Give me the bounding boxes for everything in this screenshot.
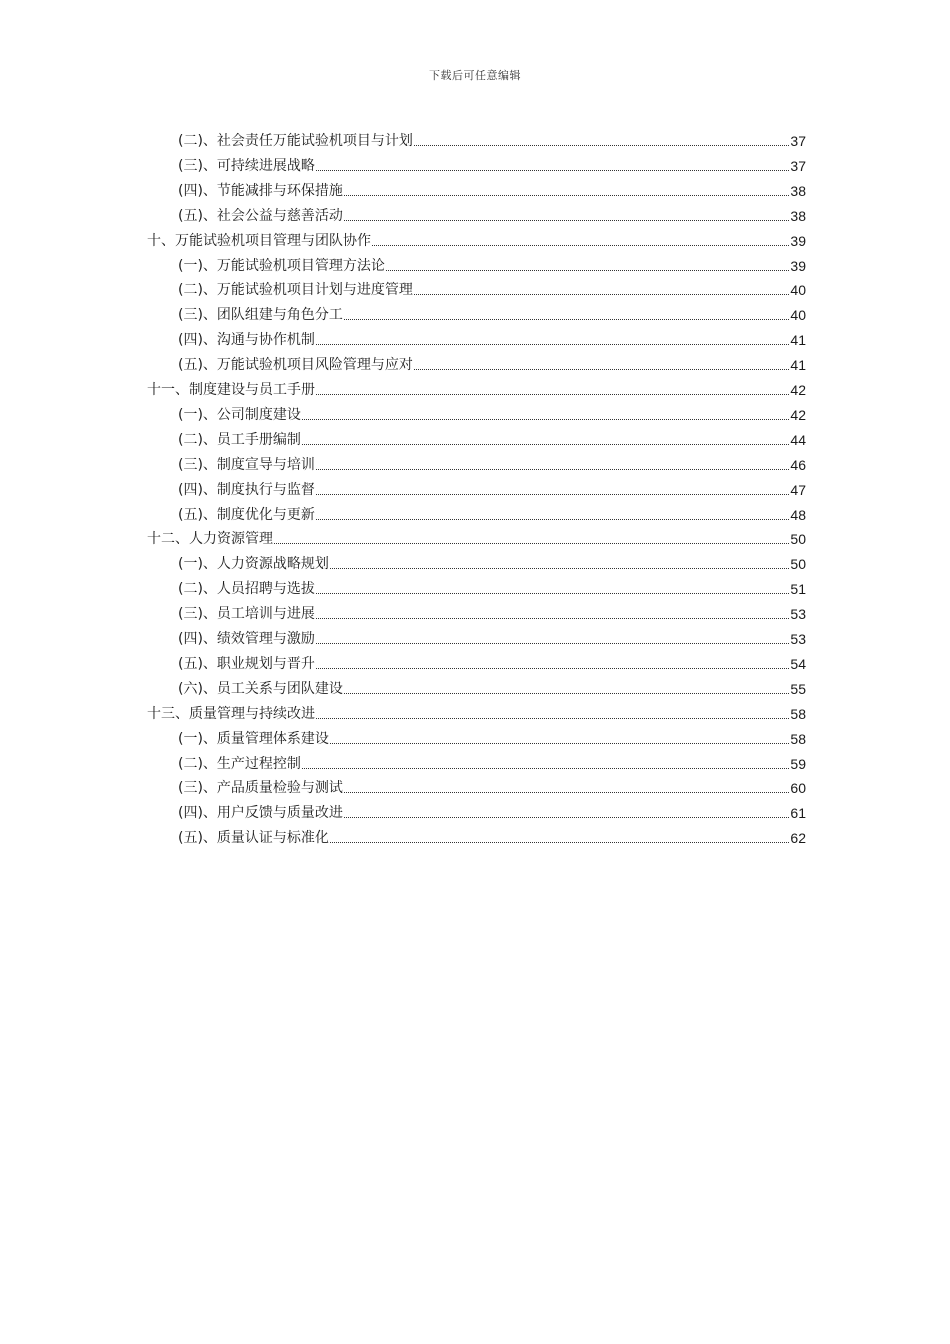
toc-entry-title: (三)、员工培训与进展 <box>178 606 315 623</box>
toc-section-entry[interactable] <box>178 723 806 748</box>
toc-section-entry[interactable] <box>178 125 806 150</box>
toc-dot-leader <box>344 319 789 320</box>
toc-entry-title: (一)、万能试验机项目管理方法论 <box>178 257 385 274</box>
toc-page-number: 47 <box>790 481 806 498</box>
toc-page-number: 42 <box>790 406 806 423</box>
toc-section-entry[interactable] <box>178 349 806 374</box>
page-header: 下载后可任意编辑 <box>429 69 521 82</box>
toc-section-entry[interactable] <box>178 499 806 524</box>
toc-page-number: 48 <box>790 506 806 523</box>
toc-page-number: 59 <box>790 755 806 772</box>
toc-section-entry[interactable] <box>178 822 806 847</box>
toc-page-number: 40 <box>790 282 806 299</box>
toc-section-entry[interactable] <box>178 573 806 598</box>
toc-entry-title: 十一、制度建设与员工手册 <box>147 382 315 398</box>
toc-dot-leader <box>316 618 789 619</box>
toc-dot-leader <box>344 220 789 221</box>
toc-page-number: 38 <box>790 207 806 224</box>
toc-section-entry[interactable] <box>178 772 806 797</box>
toc-section-entry[interactable] <box>178 399 806 424</box>
toc-entry-title: (六)、员工关系与团队建设 <box>178 680 343 697</box>
toc-dot-leader <box>330 842 789 843</box>
toc-dot-leader <box>414 369 789 370</box>
toc-entry-title: 十二、人力资源管理 <box>147 531 273 548</box>
toc-page-number: 44 <box>790 431 806 448</box>
toc-chapter-entry[interactable] <box>147 523 806 548</box>
toc-entry-title: (三)、产品质量检验与测试 <box>178 780 343 797</box>
toc-section-entry[interactable] <box>178 200 806 225</box>
toc-entry-title: (四)、节能减排与环保措施 <box>178 182 343 199</box>
toc-section-entry[interactable] <box>178 748 806 773</box>
toc-page-number: 58 <box>790 730 806 747</box>
toc-dot-leader <box>414 145 789 146</box>
toc-section-entry[interactable] <box>178 648 806 673</box>
toc-page-number: 54 <box>790 655 806 672</box>
toc-page-number: 60 <box>790 780 806 797</box>
toc-page-number: 41 <box>790 332 806 349</box>
toc-dot-leader <box>316 170 789 171</box>
toc-entry-title: (三)、制度宣导与培训 <box>178 456 315 473</box>
toc-section-entry[interactable] <box>178 274 806 299</box>
toc-dot-leader <box>344 792 789 793</box>
toc-page-number: 55 <box>790 680 806 697</box>
toc-chapter-entry[interactable] <box>147 374 806 399</box>
toc-chapter-entry[interactable] <box>147 698 806 723</box>
toc-section-entry[interactable] <box>178 250 806 275</box>
toc-dot-leader <box>274 543 789 544</box>
toc-dot-leader <box>344 817 789 818</box>
toc-entry-title: (二)、万能试验机项目计划与进度管理 <box>178 282 413 299</box>
toc-dot-leader <box>344 195 789 196</box>
toc-entry-title: (四)、绩效管理与激励 <box>178 631 315 647</box>
toc-page-number: 50 <box>790 556 806 573</box>
toc-entry-title: (一)、人力资源战略规划 <box>178 556 329 573</box>
toc-page-number: 61 <box>790 805 806 822</box>
toc-entry-title: (五)、制度优化与更新 <box>178 506 315 523</box>
toc-page-number: 50 <box>790 531 806 548</box>
toc-entry-title: (四)、沟通与协作机制 <box>178 332 315 349</box>
toc-entry-title: (五)、质量认证与标准化 <box>178 830 329 847</box>
toc-section-entry[interactable] <box>178 797 806 822</box>
toc-entry-title: 十、万能试验机项目管理与团队协作 <box>147 232 371 249</box>
toc-dot-leader <box>330 743 789 744</box>
toc-dot-leader <box>316 394 789 395</box>
toc-entry-title: (一)、质量管理体系建设 <box>178 730 329 747</box>
toc-dot-leader <box>316 494 789 495</box>
toc-page-number: 53 <box>790 631 806 647</box>
toc-section-entry[interactable] <box>178 449 806 474</box>
toc-dot-leader <box>372 245 789 246</box>
toc-section-entry[interactable] <box>178 299 806 324</box>
toc-entry-title: (一)、公司制度建设 <box>178 406 301 423</box>
toc-dot-leader <box>386 270 789 271</box>
toc-dot-leader <box>302 768 789 769</box>
toc-dot-leader <box>414 294 789 295</box>
toc-dot-leader <box>302 419 789 420</box>
toc-page-number: 39 <box>790 257 806 274</box>
toc-entry-title: (五)、社会公益与慈善活动 <box>178 207 343 224</box>
toc-dot-leader <box>316 643 789 644</box>
toc-page-number: 53 <box>790 606 806 623</box>
toc-page-number: 40 <box>790 307 806 324</box>
toc-page-number: 51 <box>790 581 806 598</box>
toc-section-entry[interactable] <box>178 175 806 200</box>
toc-page-number: 58 <box>790 705 806 722</box>
toc-entry-title: (五)、万能试验机项目风险管理与应对 <box>178 357 413 374</box>
toc-entry-title: (二)、员工手册编制 <box>178 431 301 448</box>
toc-section-entry[interactable] <box>178 474 806 499</box>
toc-section-entry[interactable] <box>178 598 806 623</box>
toc-entry-title: (二)、社会责任万能试验机项目与计划 <box>178 133 413 149</box>
toc-page-number: 38 <box>790 182 806 199</box>
toc-section-entry[interactable] <box>178 150 806 175</box>
toc-section-entry[interactable] <box>178 324 806 349</box>
toc-entry-title: (二)、人员招聘与选拔 <box>178 581 315 598</box>
toc-entry-title: (四)、用户反馈与质量改进 <box>178 805 343 822</box>
toc-page-number: 41 <box>790 357 806 374</box>
toc-section-entry[interactable] <box>178 623 806 648</box>
toc-dot-leader <box>302 444 789 445</box>
toc-page-number: 37 <box>790 157 806 174</box>
toc-page-number: 37 <box>790 133 806 149</box>
toc-dot-leader <box>316 668 789 669</box>
toc-dot-leader <box>316 469 789 470</box>
toc-dot-leader <box>344 693 789 694</box>
toc-section-entry[interactable] <box>178 424 806 449</box>
toc-page-number: 42 <box>790 382 806 398</box>
toc-dot-leader <box>316 344 789 345</box>
toc-entry-title: (四)、制度执行与监督 <box>178 481 315 498</box>
toc-entry-title: 十三、质量管理与持续改进 <box>147 705 315 722</box>
toc-entry-title: (五)、职业规划与晋升 <box>178 655 315 672</box>
toc-section-entry[interactable] <box>178 548 806 573</box>
toc-section-entry[interactable] <box>178 673 806 698</box>
toc-dot-leader <box>330 568 789 569</box>
toc-chapter-entry[interactable] <box>147 225 806 250</box>
toc-entry-title: (三)、可持续进展战略 <box>178 157 315 174</box>
toc-dot-leader <box>316 718 789 719</box>
toc-dot-leader <box>316 593 789 594</box>
toc-page-number: 62 <box>790 830 806 847</box>
toc-dot-leader <box>316 519 789 520</box>
toc-entry-title: (三)、团队组建与角色分工 <box>178 307 343 324</box>
toc-entry-title: (二)、生产过程控制 <box>178 755 301 772</box>
toc-page-number: 46 <box>790 456 806 473</box>
toc-page-number: 39 <box>790 232 806 249</box>
